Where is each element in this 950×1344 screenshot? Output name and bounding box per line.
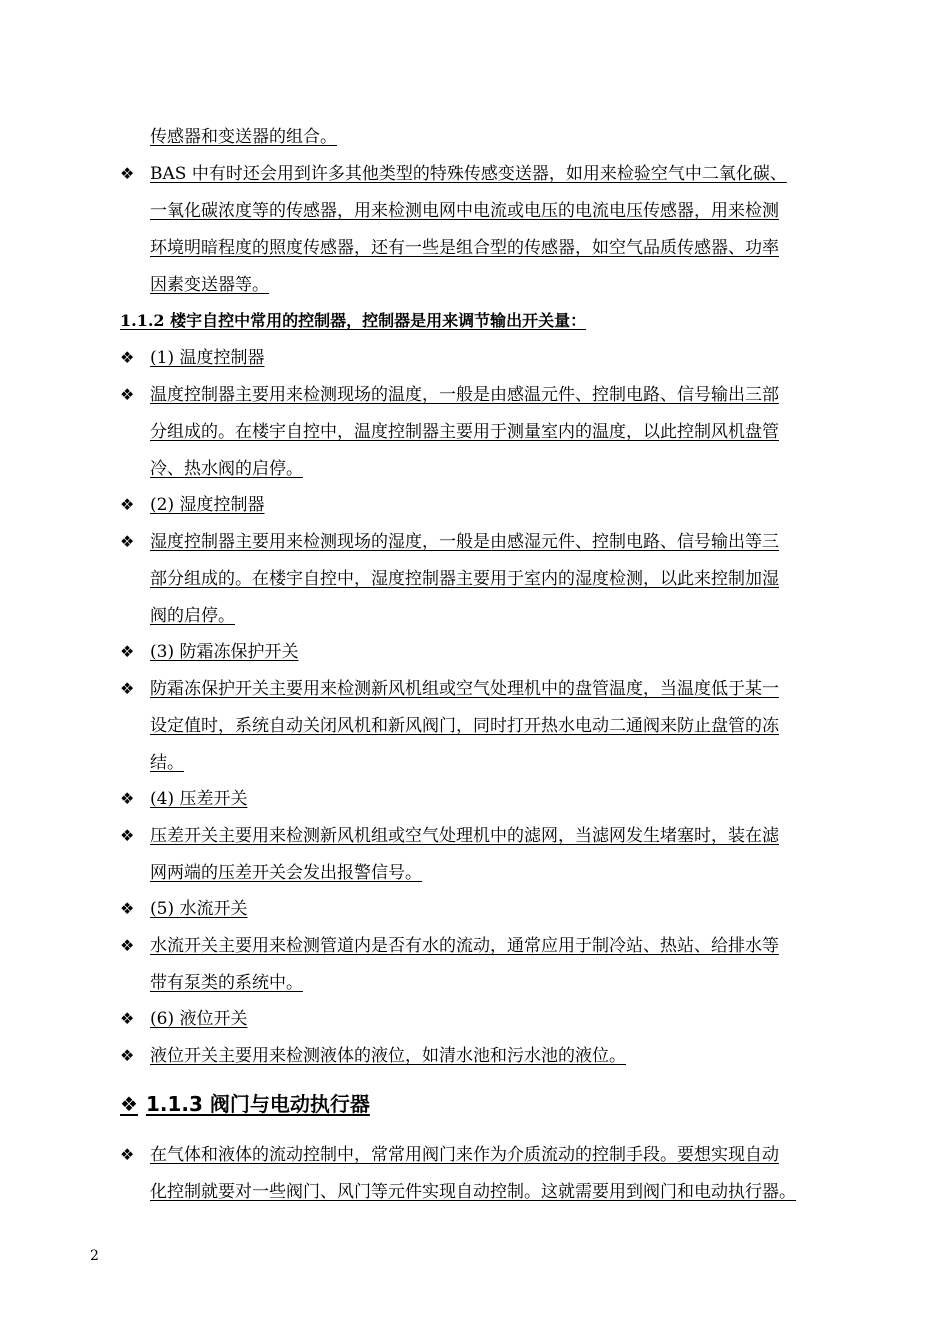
page-number: 2 [90, 1248, 99, 1264]
text-line: 湿度控制器主要用来检测现场的湿度，一般是由感湿元件、控制电路、信号输出等三 [150, 532, 779, 552]
text-line: 分组成的。在楼宇自控中，温度控制器主要用于测量室内的温度，以此控制风机盘管 [150, 422, 779, 442]
diamond-bullet-icon: ❖ [120, 936, 135, 955]
diamond-bullet-icon: ❖ [120, 642, 135, 661]
list-item-title: (5) 水流开关 [150, 899, 248, 919]
text-line: 传感器和变送器的组合。 [150, 127, 337, 147]
diamond-bullet-icon: ❖ [120, 826, 135, 845]
list-item-title: (3) 防霜冻保护开关 [150, 642, 299, 662]
diamond-bullet-icon: ❖ [120, 164, 135, 183]
text-line: 结。 [150, 753, 184, 773]
text-line: 液位开关主要用来检测液体的液位，如清水池和污水池的液位。 [150, 1046, 626, 1066]
section-heading-1-1-2: 1.1.2 楼宇自控中常用的控制器，控制器是用来调节输出开关量： [120, 311, 587, 330]
text-line: 设定值时，系统自动关闭风机和新风阀门，同时打开热水电动二通阀来防止盘管的冻 [150, 716, 779, 736]
text-line: 环境明暗程度的照度传感器，还有一些是组合型的传感器，如空气品质传感器、功率 [150, 238, 779, 258]
diamond-bullet-icon: ❖ [120, 899, 135, 918]
diamond-bullet-icon: ❖ [120, 348, 135, 367]
text-line: 网两端的压差开关会发出报警信号。 [150, 863, 422, 883]
list-item-title: (6) 液位开关 [150, 1009, 248, 1029]
text-line: 防霜冻保护开关主要用来检测新风机组或空气处理机中的盘管温度，当温度低于某一 [150, 679, 779, 699]
text-line: 温度控制器主要用来检测现场的温度，一般是由感温元件、控制电路、信号输出三部 [150, 385, 779, 405]
diamond-bullet-icon: ❖ [120, 532, 135, 551]
diamond-bullet-icon: ❖ [120, 1092, 138, 1116]
text-line: BAS 中有时还会用到许多其他类型的特殊传感变送器，如用来检验空气中二氧化碳、 [150, 164, 787, 184]
diamond-bullet-icon: ❖ [120, 1046, 135, 1065]
section-heading-1-1-3: ❖ 1.1.3 阀门与电动执行器 [120, 1092, 370, 1116]
diamond-bullet-icon: ❖ [120, 1009, 135, 1028]
diamond-bullet-icon: ❖ [120, 789, 135, 808]
list-item-title: (1) 温度控制器 [150, 348, 265, 368]
list-item-title: (2) 湿度控制器 [150, 495, 265, 515]
text-line: 部分组成的。在楼宇自控中，湿度控制器主要用于室内的湿度检测，以此来控制加湿 [150, 569, 779, 589]
diamond-bullet-icon: ❖ [120, 495, 135, 514]
text-line: 因素变送器等。 [150, 275, 269, 295]
list-item-title: (4) 压差开关 [150, 789, 248, 809]
text-line: 一氧化碳浓度等的传感器，用来检测电网中电流或电压的电流电压传感器，用来检测 [150, 201, 779, 221]
diamond-bullet-icon: ❖ [120, 679, 135, 698]
text-line: 在气体和液体的流动控制中，常常用阀门来作为介质流动的控制手段。要想实现自动 [150, 1145, 779, 1165]
text-line: 带有泵类的系统中。 [150, 973, 303, 993]
diamond-bullet-icon: ❖ [120, 1145, 135, 1164]
text-line: 压差开关主要用来检测新风机组或空气处理机中的滤网，当滤网发生堵塞时，装在滤 [150, 826, 779, 846]
text-line: 化控制就要对一些阀门、风门等元件实现自动控制。这就需要用到阀门和电动执行器。 [150, 1182, 796, 1202]
text-line: 阀的启停。 [150, 606, 235, 626]
text-line: 冷、热水阀的启停。 [150, 459, 303, 479]
diamond-bullet-icon: ❖ [120, 385, 135, 404]
text-line: 水流开关主要用来检测管道内是否有水的流动，通常应用于制冷站、热站、给排水等 [150, 936, 779, 956]
